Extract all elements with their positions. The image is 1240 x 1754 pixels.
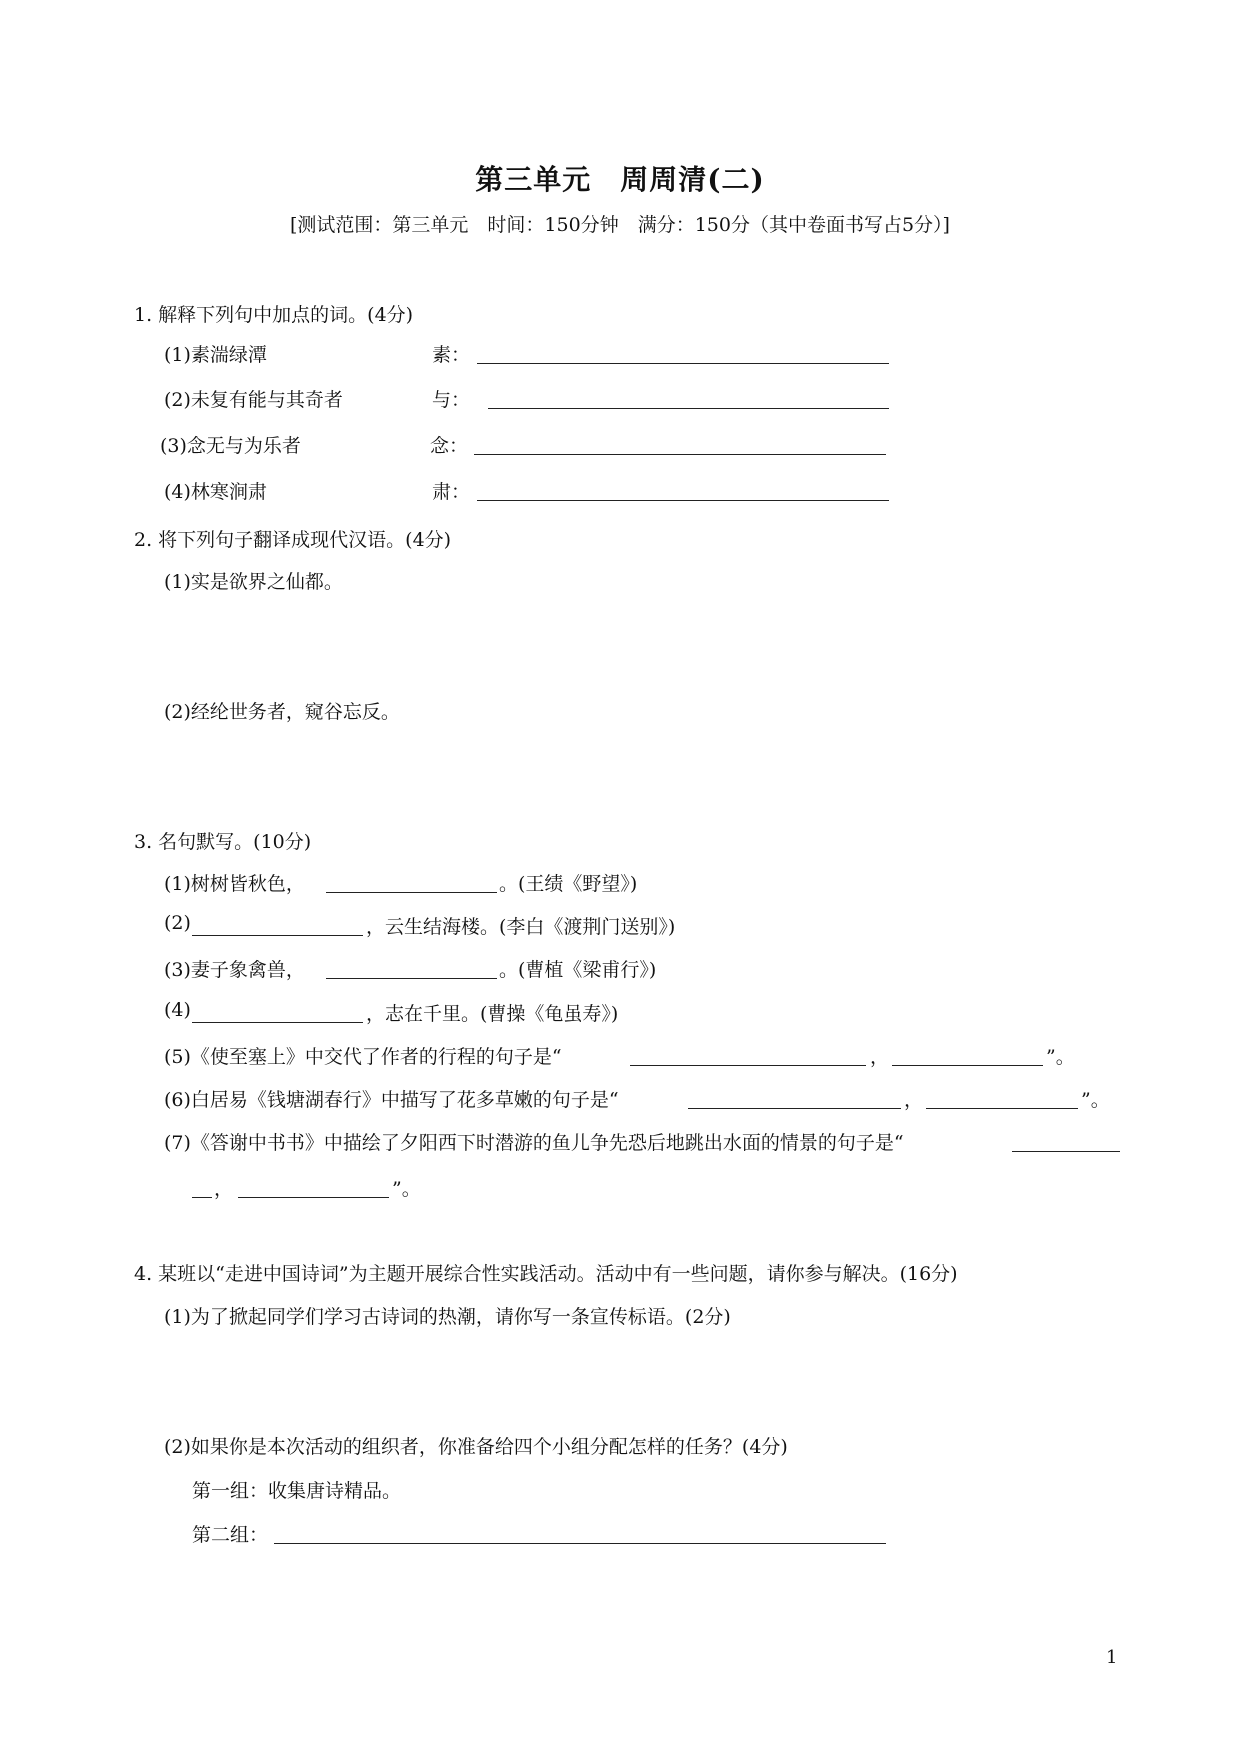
q3-item-2-pre: (2): [164, 912, 191, 934]
q4-group-2-answer-line[interactable]: [274, 1543, 886, 1544]
q3-item-2-blank[interactable]: [192, 935, 363, 936]
q3-item-6-post: ”。: [1081, 1089, 1110, 1111]
q1-item-1-sentence: (1)素湍绿潭: [164, 344, 267, 366]
q2-item-1: (1)实是欲界之仙都。: [164, 571, 343, 593]
q3-item-3-pre: (3)妻子象禽兽，: [164, 959, 305, 981]
page-title: 第三单元 周周清(二): [475, 163, 765, 196]
q3-item-6-blank-2[interactable]: [926, 1108, 1078, 1109]
q1-item-4-word: 肃：: [432, 481, 471, 503]
q1-item-1-word: 素：: [432, 344, 471, 366]
page-number: 1: [1106, 1647, 1118, 1668]
q3-item-7-blank-2[interactable]: [238, 1197, 389, 1198]
q3-item-7-mid: ，: [214, 1178, 234, 1200]
q1-item-2-word: 与：: [432, 389, 471, 411]
q4-sub-2: (2)如果你是本次活动的组织者，你准备给四个小组分配怎样的任务？(4分): [164, 1436, 788, 1458]
q3-item-7-blank-1b[interactable]: [192, 1197, 212, 1198]
question-3-stem: 3. 名句默写。(10分): [134, 831, 312, 853]
q3-item-3-blank[interactable]: [326, 978, 497, 979]
q3-item-6-blank-1[interactable]: [688, 1108, 901, 1109]
q3-item-5-blank-1[interactable]: [630, 1065, 866, 1066]
q3-item-5-pre: (5)《使至塞上》中交代了作者的行程的句子是“: [164, 1046, 562, 1068]
q1-item-1-answer-line[interactable]: [477, 363, 889, 364]
q3-item-5-blank-2[interactable]: [892, 1065, 1043, 1066]
q3-item-5-mid: ，: [870, 1046, 890, 1068]
q3-item-1-blank[interactable]: [326, 892, 497, 893]
q1-item-3-answer-line[interactable]: [474, 454, 886, 455]
q2-item-2: (2)经纶世务者，窥谷忘反。: [164, 701, 400, 723]
q4-group-1: 第一组：收集唐诗精品。: [192, 1480, 402, 1502]
q1-item-2-answer-line[interactable]: [488, 408, 889, 409]
question-2-stem: 2. 将下列句子翻译成现代汉语。(4分): [134, 529, 452, 551]
question-1-stem: 1. 解释下列句中加点的词。(4分): [134, 304, 414, 326]
q3-item-6-pre: (6)白居易《钱塘湖春行》中描写了花多草嫩的句子是“: [164, 1089, 619, 1111]
test-info: [测试范围：第三单元 时间：150分钟 满分：150分（其中卷面书写占5分）]: [290, 214, 950, 236]
q3-item-4-pre: (4): [164, 999, 191, 1021]
q1-item-3-sentence: (3)念无与为乐者: [160, 435, 301, 457]
q1-item-4-sentence: (4)林寒涧肃: [164, 481, 267, 503]
q3-item-4-blank[interactable]: [192, 1022, 363, 1023]
q4-group-2-label: 第二组：: [192, 1524, 269, 1546]
q3-item-2-post: ，云生结海楼。(李白《渡荆门送别》): [366, 916, 676, 938]
q3-item-1-pre: (1)树树皆秋色，: [164, 873, 305, 895]
q1-item-3-word: 念：: [430, 435, 469, 457]
q3-item-6-mid: ，: [904, 1089, 924, 1111]
q3-item-4-post: ，志在千里。(曹操《龟虽寿》): [366, 1003, 619, 1025]
question-4-stem: 4. 某班以“走进中国诗词”为主题开展综合性实践活动。活动中有一些问题，请你参与解决。(16分): [134, 1263, 958, 1285]
q3-item-7-pre: (7)《答谢中书书》中描绘了夕阳西下时潜游的鱼儿争先恐后地跳出水面的情景的句子是“: [164, 1132, 904, 1154]
q1-item-2-sentence: (2)未复有能与其奇者: [164, 389, 343, 411]
q4-sub-1: (1)为了掀起同学们学习古诗词的热潮，请你写一条宣传标语。(2分): [164, 1306, 731, 1328]
q3-item-3-post: 。(曹植《梁甫行》): [499, 959, 657, 981]
q3-item-5-post: ”。: [1046, 1046, 1075, 1068]
q1-item-4-answer-line[interactable]: [477, 500, 889, 501]
q3-item-7-post: ”。: [392, 1178, 421, 1200]
q3-item-7-blank-1a[interactable]: [1012, 1151, 1120, 1152]
q3-item-1-post: 。(王绩《野望》): [499, 873, 638, 895]
